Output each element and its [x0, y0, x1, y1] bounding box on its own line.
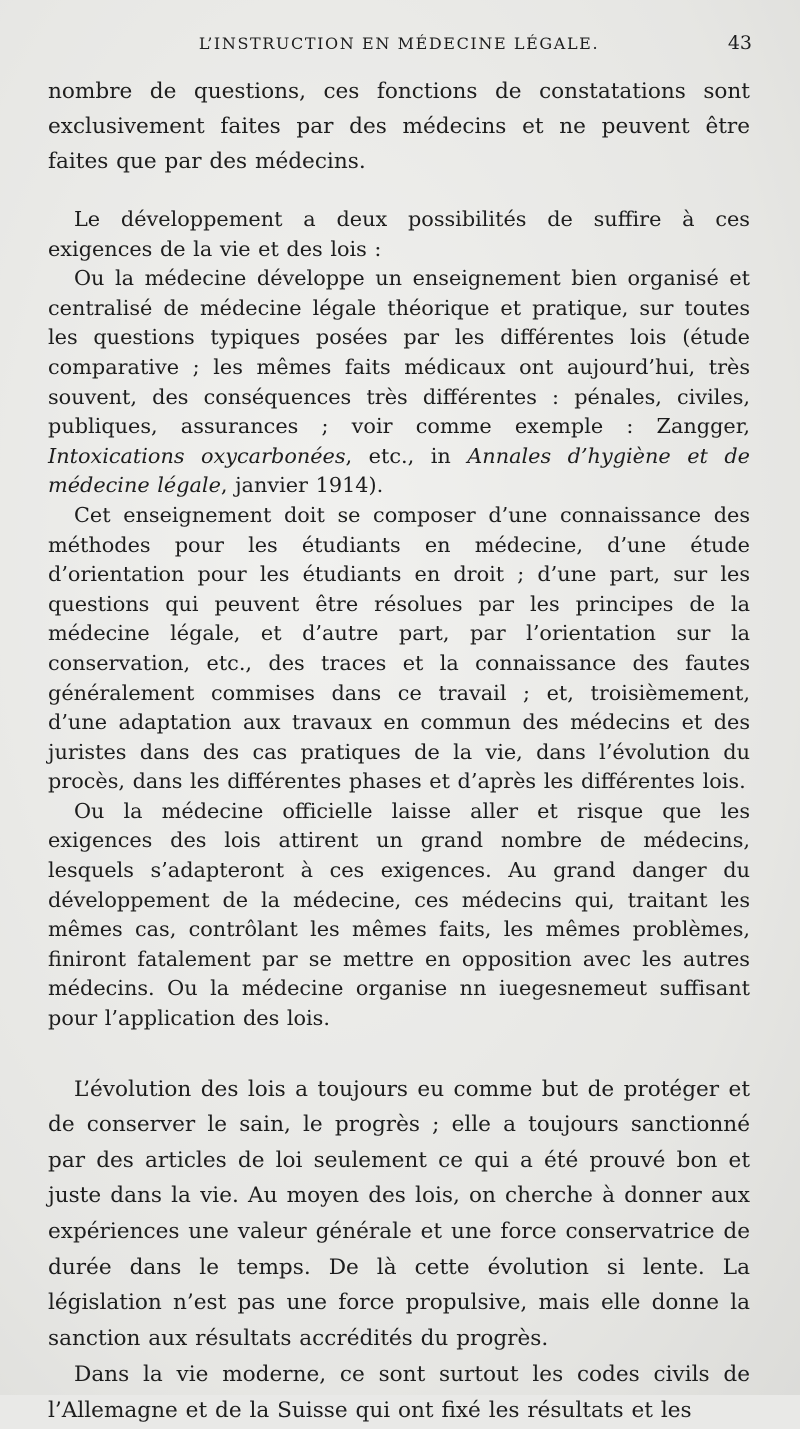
- paragraph-teaching: Cet enseignement doit se composer d’une connaissance des méthodes pour les étudiants en médecine, d’une étude d’orientation pour les étudiants en droit ; d’une part, sur les questions qui peuvent être résolues par les principes de la médecine légale, et d’autre part, par l’orientation sur la conservation, etc., des traces et la connaissance des fautes généralement commises dans ce travail ; et, troisièmement, d’une adaptation aux travaux en commun des médecins et des juristes dans des cas pratiques de la vie, dans l’évolution du procès, dans les différentes phases et d’après les différentes lois.: [48, 502, 750, 794]
- citation-title-intoxications: Intoxications oxycarbonées: [48, 443, 346, 468]
- paragraph-evolution-of-laws: L’évolution des lois a toujours eu comme but de protéger et de conserver le sain, le progrès ; elle a toujours sanctionné par des articles de loi seulement ce qui a été prouvé bon et juste dans la vie. Au moyen des lois, on cherche à donner aux expériences une valeur générale et une force conservatrice de durée dans le temps. De là cette évolution si lente. La législation n’est pas une force propulsive, mais elle donne la sanction aux résultats accrédités du progrès.: [48, 1076, 750, 1351]
- page-number: 43: [727, 32, 752, 54]
- paragraph-option-two: Ou la médecine officielle laisse aller et risque que les exigences des lois attirent un grand nombre de médecins, lesquels s’adapteront à ces exigences. Au grand danger du développement de la médecine, ces médecins qui, traitant les mêmes cas, contrôlant les mêmes faits, les mêmes problèmes, finiront fatalement par se mettre en opposition avec les autres médecins. Ou la médecine organise nn iuegesnemeut suffisant pour l’application des lois.: [48, 798, 750, 1031]
- running-title: L’INSTRUCTION EN MÉDECINE LÉGALE.: [198, 34, 600, 53]
- paragraph-development: Le développement a deux possibilités de suffire à ces exigences de la vie et des lois :: [48, 207, 750, 261]
- paragraph-modern-life: Dans la vie moderne, ce sont surtout les codes civils de l’Allemagne et de la Suisse qui ont fixé les résultats et les: [48, 1362, 750, 1423]
- paragraph-continued: nombre de questions, ces fonctions de constatations sont exclusivement faites par des médecins et ne peuvent être faites que par des médecins.: [48, 79, 750, 174]
- citation-journal-annales: Annales d’hygiène et de médecine légale: [48, 443, 750, 498]
- page-header: [48, 30, 750, 64]
- paragraph-option-one: Ou la médecine développe un enseignement bien organisé et centralisé de médecine légale théorique et pratique, sur toutes les questions typiques posées par les différentes lois (étude comparative ; les mêmes faits médicaux ont aujourd’hui, très souvent, des conséquences très différentes : pénales, civiles, publiques, assurances ; voir comme exemple : Zangger, Intoxications oxycarbonées, etc., in Annales d’hygiène et de médecine légale, janvier 1914).: [48, 266, 750, 498]
